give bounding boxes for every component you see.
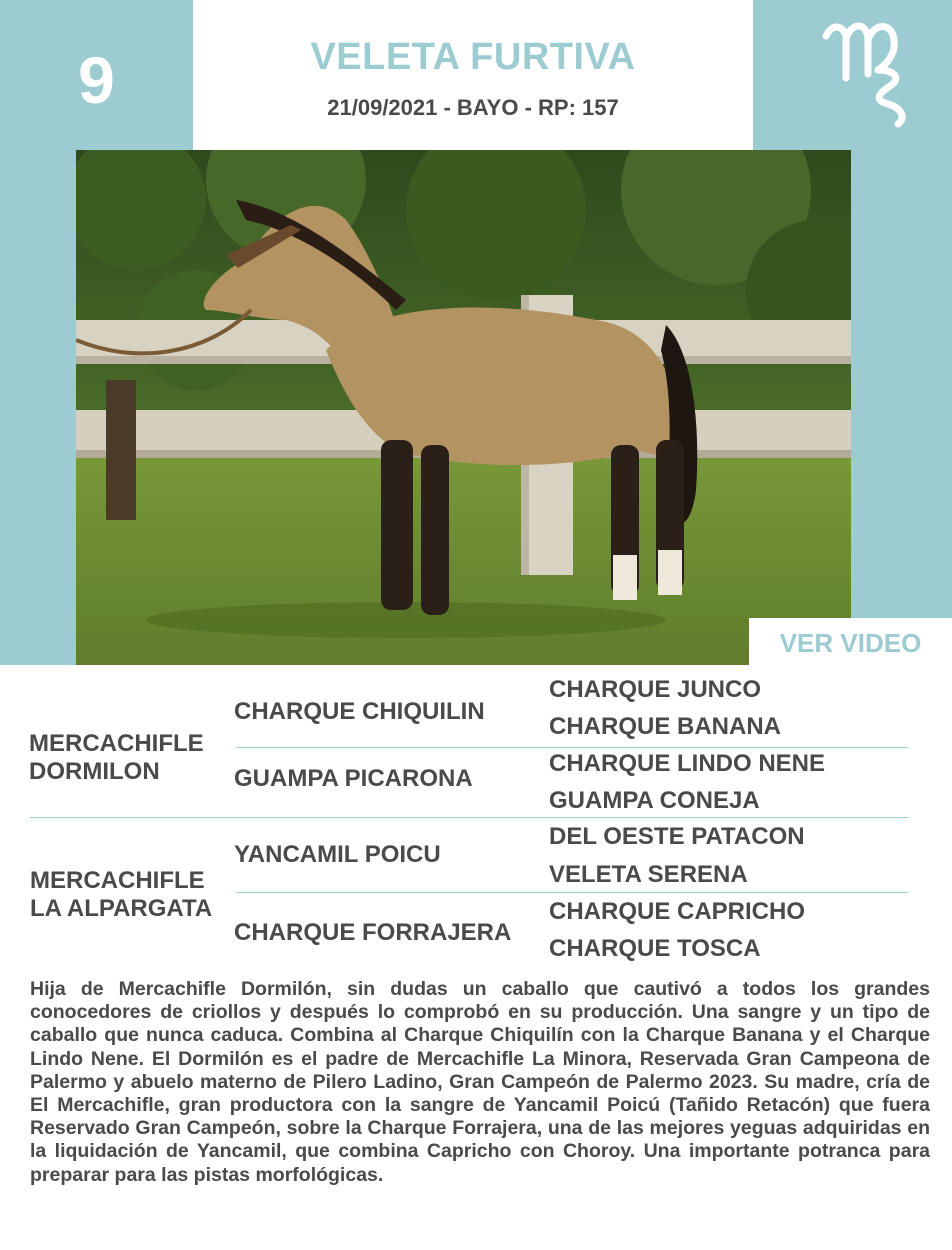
ggsire-3: DEL OESTE PATACON [549, 823, 805, 850]
pedigree-divider [30, 817, 908, 818]
sire-name-line2: DORMILON [29, 758, 160, 785]
ggdam-3: VELETA SERENA [549, 861, 748, 888]
ggdam-1: CHARQUE BANANA [549, 713, 781, 740]
maternal-granddam: CHARQUE FORRAJERA [234, 919, 512, 946]
maternal-grandsire: YANCAMIL POICU [234, 841, 441, 868]
horse-name-title: VELETA FURTIVA [310, 36, 636, 78]
horse-details-subtitle: 21/09/2021 - BAYO - RP: 157 [327, 95, 619, 120]
sire-name [29, 730, 204, 786]
ggsire-4: CHARQUE CAPRICHO [549, 898, 806, 925]
paternal-granddam: GUAMPA PICARONA [234, 765, 473, 792]
ggdam-2: GUAMPA CONEJA [549, 787, 760, 814]
watch-video-button[interactable]: VER VIDEO [749, 618, 952, 668]
paternal-grandsire: CHARQUE CHIQUILIN [234, 698, 485, 725]
ggsire-1: CHARQUE JUNCO [549, 676, 762, 703]
dam-name [30, 867, 212, 923]
dam-name-line2: LA ALPARGATA [30, 895, 213, 922]
pedigree-divider [236, 892, 908, 893]
horse-description: Hija de Mercachifle Dormilón, sin dudas un caballo que cautivó a todos los grandes conocedores de criollos y después lo comprobó en su producción. Una sangre y un tipo de caballo que nunca caduca. Combina al Charque Chiquilín con la Charque Banana y el Charque Lindo Nene. El Dormilón es el padre de Mercachifle La Minora, Reservada Gran Campeona de Palermo y abuelo materno de Pilero Ladino, Gran Campeón de Palermo 2023. Su madre, cría de El Mercachifle, gran productora con la sangre de Yancamil Poicú (Tañido Retacón) que fuera Reservado Gran Campeón, sobre la Charque Forrajera, una de las mejores yeguas adquiridas en la liquidación de Yancamil, que combina Capricho con Choroy. Una importante potranca para preparar para las pistas morfológicas. [30, 978, 930, 1186]
lot-number: 9 [78, 43, 115, 117]
dam-name-line1: MERCACHIFLE [30, 867, 205, 894]
ggsire-2: CHARQUE LINDO NENE [549, 750, 826, 777]
brand-mark-icon [818, 14, 922, 132]
ggdam-4: CHARQUE TOSCA [549, 935, 761, 962]
sire-name-line1: MERCACHIFLE [29, 730, 204, 757]
pedigree-divider [236, 747, 908, 748]
horse-photo [76, 150, 851, 665]
